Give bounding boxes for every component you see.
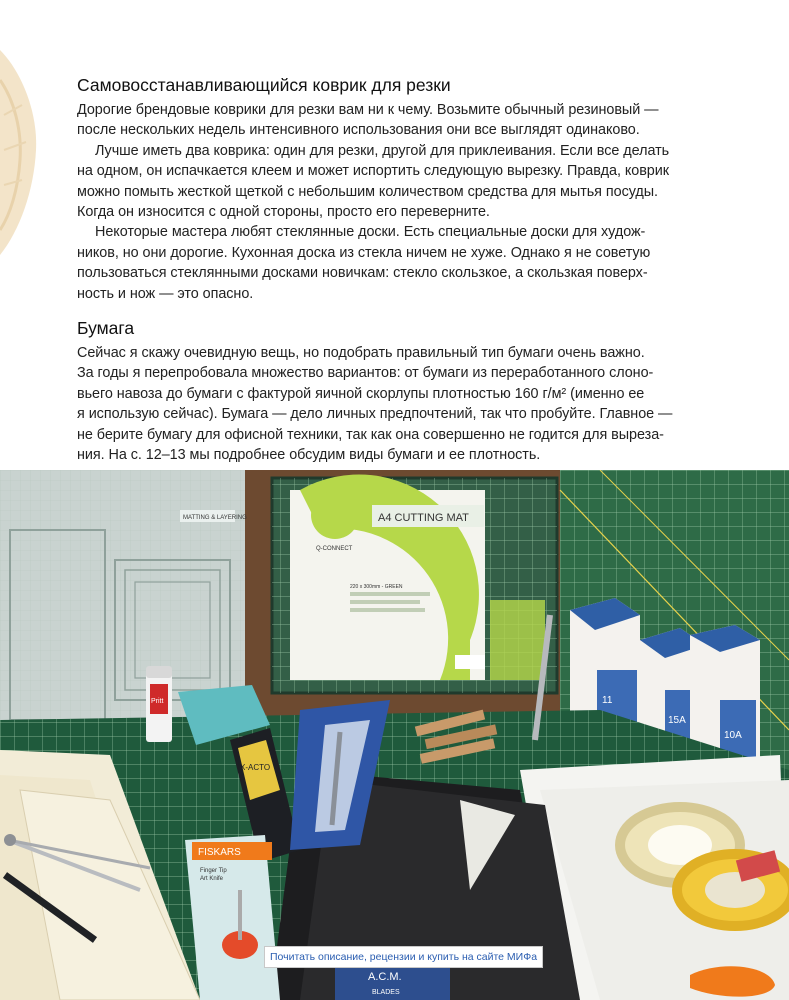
paragraph-line: Сейчас я скажу очевидную вещь, но подобрать правильный тип бумаги очень важно. xyxy=(77,345,645,362)
svg-text:MATTING & LAYERING: MATTING & LAYERING xyxy=(183,515,247,521)
mat-brand-label: Q-CONNECT xyxy=(316,546,353,552)
paragraph-line: Когда он износится с одной стороны, просто его переверните. xyxy=(77,204,490,221)
paragraph-line: ность и нож — это опасно. xyxy=(77,285,254,302)
paragraph-line: после нескольких недель интенсивного использования они все выглядят одинаково. xyxy=(77,122,640,139)
paragraph-line: вьего навоза до бумаги с фактурой яичной скорлупы плотностью 160 г/м² (именно ее xyxy=(77,385,645,402)
section-heading-cutting-mat: Самовосстанавливающийся коврик для резки xyxy=(77,75,451,95)
tools-photograph xyxy=(0,470,789,1000)
blade-box-10a-label: 10A xyxy=(724,730,742,741)
fiskars-sub-label-2: Art Knife xyxy=(200,876,224,882)
mat-title-label: A4 CUTTING MAT xyxy=(378,512,469,524)
blade-box-11-label: 11 xyxy=(602,695,613,706)
a4-cutting-mat-package xyxy=(272,475,557,693)
paragraph-line: на одном, он испачкается клеем и может испортить следующую вырезку. Правда, коврик xyxy=(77,163,669,180)
paragraph-line: ния. На с. 12–13 мы подробнее обсудим виды бумаги и ее плотность. xyxy=(77,447,541,464)
paragraph-line: Лучше иметь два коврика: один для резки, другой для приклеивания. Если все делать xyxy=(95,142,670,159)
paragraph-line: не берите бумагу для офисной техники, так как она совершенно не годится для выреза- xyxy=(77,426,664,443)
fiskars-brand-label: FISKARS xyxy=(198,847,241,858)
paragraph-line: можно помыть жесткой щеткой с небольшим количеством средства для мытья посуды. xyxy=(77,183,658,200)
xacto-brand-label: X-ACTO xyxy=(240,763,271,772)
glue-brand-label: Pritt xyxy=(151,698,164,705)
acm-brand-label: A.C.M. xyxy=(368,971,402,983)
paragraph-line: Некоторые мастера любят стеклянные доски. Есть специальные доски для худож- xyxy=(95,224,646,241)
glue-stick xyxy=(146,666,172,742)
article-text xyxy=(77,74,717,466)
acm-blades-label: BLADES xyxy=(372,989,400,996)
photo-scene xyxy=(0,470,789,1000)
decorative-tree-illustration xyxy=(0,20,42,260)
shop-link-button[interactable]: Почитать описание, рецензии и купить на сайте МИФа xyxy=(264,946,543,968)
paragraph-line: Дорогие брендовые коврики для резки вам ни к чему. Возьмите обычный резиновый — xyxy=(77,102,659,118)
fiskars-finger-knife-packet xyxy=(185,835,280,1000)
paragraph-line: пользоваться стеклянными досками новичкам: стекло скользкое, а скользкая поверх- xyxy=(77,265,648,282)
paragraph-line: ников, но они дорогие. Кухонная доска из стекла ничем не хуже. Однако я не советую xyxy=(77,244,651,261)
blade-box-15a-label: 15A xyxy=(668,715,686,726)
fiskars-sub-label-1: Finger Tip xyxy=(200,868,227,874)
mat-size-label: 220 x 300mm - GREEN xyxy=(350,584,403,590)
paragraph-line: я использую сейчас). Бумага — дело личных предпочтений, так что пробуйте. Главное — xyxy=(77,406,673,423)
section-heading-paper: Бумага xyxy=(77,318,135,339)
paragraph-line: За годы я перепробовала множество вариантов: от бумаги из переработанного слоно- xyxy=(77,365,654,382)
